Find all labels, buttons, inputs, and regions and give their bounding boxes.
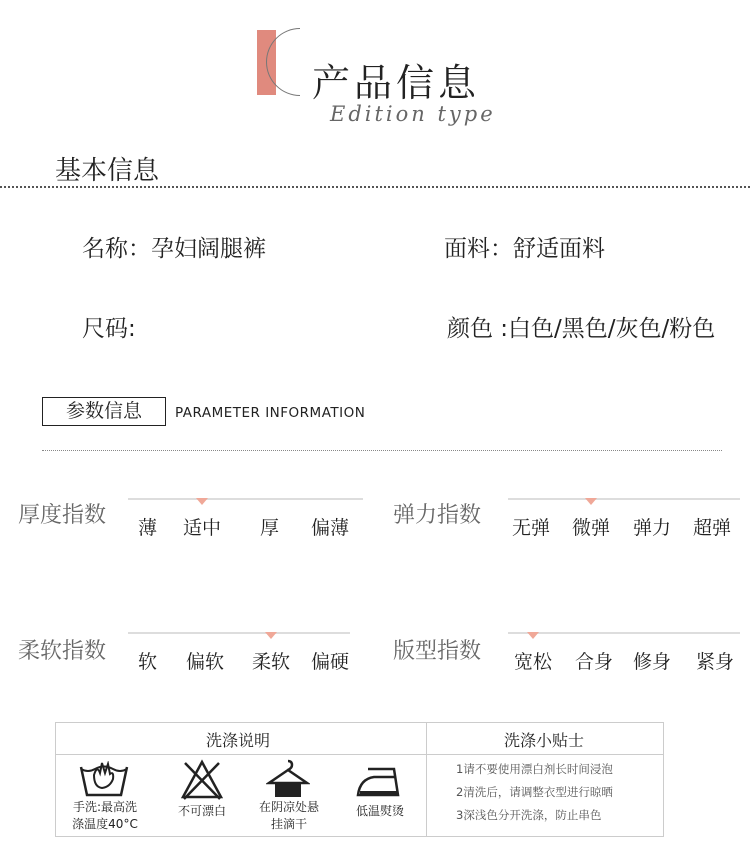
- scale-option: 偏软: [186, 651, 225, 673]
- fit-index-label: 版型指数: [393, 639, 482, 664]
- low-iron-icon: [354, 765, 406, 799]
- scale-option: 偏硬: [311, 651, 350, 673]
- scale-marker: [585, 498, 597, 505]
- low-iron-caption-line1: 低温熨烫: [355, 804, 404, 818]
- scale-option: 适中: [183, 517, 222, 539]
- scale-option: 偏薄: [311, 517, 350, 539]
- softness-index-scale: [128, 632, 350, 682]
- hand-wash-caption-line1: 手洗:最高洗: [72, 800, 138, 814]
- softness-index-label: 柔软指数: [18, 639, 107, 664]
- elasticity-index-label: 弹力指数: [393, 503, 482, 528]
- scale-option: 修身: [633, 651, 672, 673]
- hand-wash-icon: [78, 761, 130, 799]
- page-title: 产品信息: [312, 61, 481, 105]
- care-table-divider-v: [426, 723, 427, 836]
- scale-marker: [196, 498, 208, 505]
- hand-wash-caption-line2: 涤温度40°C: [72, 817, 138, 831]
- product-name: 名称：孕妇阔腿裤: [82, 236, 266, 262]
- product-fabric: 面料：舒适面料: [444, 236, 605, 262]
- scale-option: 弹力: [633, 517, 672, 539]
- scale-option: 紧身: [696, 651, 735, 673]
- no-bleach-icon: [180, 759, 224, 801]
- fit-index-scale: [508, 632, 740, 682]
- scale-option: 柔软: [252, 651, 291, 673]
- param-info-heading-en: PARAMETER INFORMATION: [175, 405, 366, 421]
- product-colors: 颜色 :白色/黑色/灰色/粉色: [447, 316, 716, 342]
- care-instructions-heading: 洗涤说明: [206, 731, 271, 750]
- basic-info-divider: [0, 186, 750, 188]
- scale-option: 合身: [575, 651, 614, 673]
- care-tips-heading: 洗涤小贴士: [504, 731, 585, 750]
- hang-dry-caption: [246, 799, 332, 833]
- thickness-index-label: 厚度指数: [18, 503, 107, 528]
- scale-option: 厚: [260, 517, 280, 539]
- thickness-index-scale: [128, 498, 363, 548]
- hang-dry-shade-icon: [266, 757, 310, 801]
- hang-dry-caption-line1: 在阴凉处悬: [258, 800, 319, 814]
- scale-marker: [265, 632, 277, 639]
- no-bleach-caption: [164, 803, 240, 820]
- low-iron-caption: [340, 803, 420, 820]
- scale-line: [128, 632, 350, 634]
- elasticity-index-scale: [508, 498, 740, 548]
- scale-line: [508, 498, 740, 500]
- scale-marker: [527, 632, 539, 639]
- scale-line: [508, 632, 740, 634]
- scale-line: [128, 498, 363, 500]
- care-table-divider-h: [56, 754, 663, 755]
- care-tip-1: 1请不要使用漂白剂长时间浸泡: [456, 762, 613, 776]
- product-size: 尺码:: [82, 316, 136, 342]
- scale-option: 微弹: [572, 517, 611, 539]
- scale-option: 超弹: [693, 517, 732, 539]
- param-info-divider: [42, 450, 722, 451]
- no-bleach-caption-line1: 不可漂白: [177, 804, 226, 818]
- care-tip-3: 3深浅色分开洗涤，防止串色: [456, 808, 602, 822]
- care-table: [55, 722, 664, 837]
- param-info-heading: 参数信息: [42, 397, 166, 426]
- hand-wash-caption: [62, 799, 148, 833]
- scale-option: 薄: [138, 517, 158, 539]
- basic-info-heading: 基本信息: [55, 156, 160, 186]
- care-tip-2: 2清洗后，请调整衣型进行晾晒: [456, 785, 613, 799]
- scale-option: 软: [138, 651, 158, 673]
- scale-option: 宽松: [514, 651, 553, 673]
- hang-dry-caption-line2: 挂滴干: [270, 817, 307, 831]
- scale-option: 无弹: [512, 517, 551, 539]
- page-subtitle: Edition type: [330, 102, 496, 126]
